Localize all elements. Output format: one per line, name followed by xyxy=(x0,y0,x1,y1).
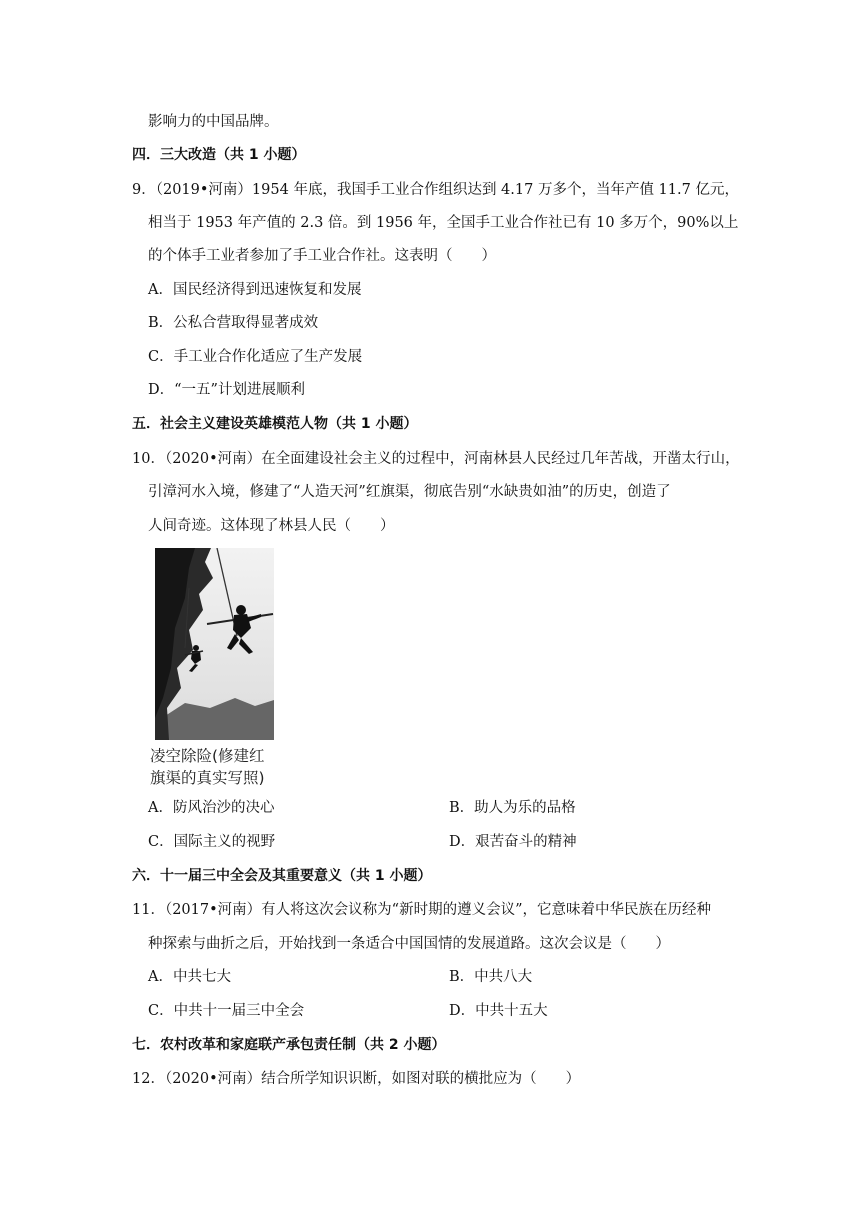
question-stem: 人间奇迹。这体现了林县人民（ ） xyxy=(148,518,395,534)
question-stem: 的个体手工业者参加了手工业合作社。这表明（ ） xyxy=(148,248,496,264)
continuation-text: 影响力的中国品牌。 xyxy=(148,114,279,130)
option-a[interactable]: A．国民经济得到迅速恢复和发展 xyxy=(148,282,362,298)
question-stem: 相当于 1953 年产值的 2.3 倍。到 1956 年，全国手工业合作社已有 10 多万个，90%以上 xyxy=(148,215,739,231)
section-heading: 五．社会主义建设英雄模范人物（共 1 小题） xyxy=(132,416,418,432)
section-heading: 七．农村改革和家庭联产承包责任制（共 2 小题） xyxy=(132,1037,446,1053)
question-stem: 9．（2019•河南）1954 年底，我国手工业合作组织达到 4.17 万多个，当年产值 11.7 亿元， xyxy=(132,182,739,198)
option-c[interactable]: C．国际主义的视野 xyxy=(148,834,276,850)
option-a[interactable]: A．防风治沙的决心 xyxy=(148,800,275,816)
section-heading: 六．十一届三中全会及其重要意义（共 1 小题） xyxy=(132,868,432,884)
question-stem: 10．（2020•河南）在全面建设社会主义的过程中，河南林县人民经过几年苦战，开凿太行山， xyxy=(132,451,740,467)
figure-caption xyxy=(150,745,290,789)
figure-caption-line: 凌空除险(修建红 xyxy=(150,747,265,765)
option-b[interactable]: B．中共八大 xyxy=(449,969,533,985)
question-stem: 11．（2017•河南）有人将这次会议称为“新时期的遵义会议”，它意味着中华民族在历经种 xyxy=(132,902,711,918)
question-stem: 12．（2020•河南）结合所学知识识断，如图对联的横批应为（ ） xyxy=(132,1071,581,1087)
question-stem: 引漳河水入境，修建了“人造天河”红旗渠，彻底告别“水缺贵如油”的历史，创造了 xyxy=(148,484,671,500)
option-d[interactable]: D．中共十五大 xyxy=(449,1003,548,1019)
figure-caption-line: 旗渠的真实写照) xyxy=(150,769,265,787)
option-d[interactable]: D．艰苦奋斗的精神 xyxy=(449,834,577,850)
question-stem: 种探索与曲折之后，开始找到一条适合中国国情的发展道路。这次会议是（ ） xyxy=(148,936,670,952)
cliff-workers-photo xyxy=(155,548,274,740)
option-b[interactable]: B．助人为乐的品格 xyxy=(449,800,576,816)
section-heading: 四．三大改造（共 1 小题） xyxy=(132,147,306,163)
option-c[interactable]: C．手工业合作化适应了生产发展 xyxy=(148,349,363,365)
option-d[interactable]: D．“一五”计划进展顺利 xyxy=(148,382,305,398)
option-c[interactable]: C．中共十一届三中全会 xyxy=(148,1003,305,1019)
option-b[interactable]: B．公私合营取得显著成效 xyxy=(148,315,319,331)
option-a[interactable]: A．中共七大 xyxy=(148,969,231,985)
